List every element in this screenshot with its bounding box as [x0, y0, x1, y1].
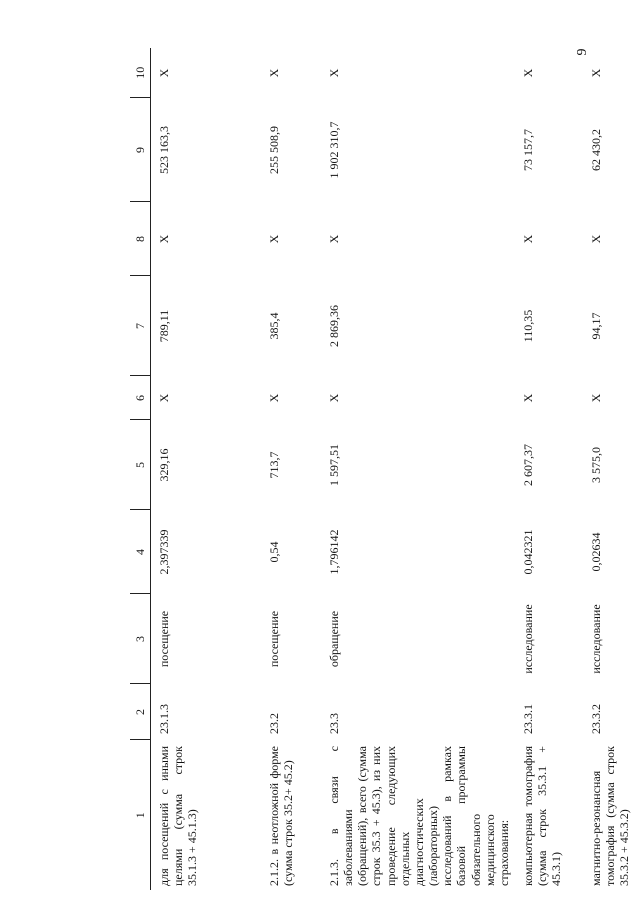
cell-col5: 2 607,37 — [521, 444, 536, 486]
cell-col6: X — [589, 393, 604, 403]
cell-col5: 1 597,51 — [327, 444, 341, 486]
row-code: 23.2 — [267, 713, 281, 734]
cell-col6: X — [157, 393, 171, 403]
column-header: 8 — [130, 202, 151, 276]
cell-col7: 789,11 — [157, 309, 171, 343]
cell-col7: 94,17 — [589, 312, 604, 340]
cell-col7: 385,4 — [267, 312, 281, 340]
cell-col4: 1,796142 — [327, 529, 341, 575]
cell-col6: X — [521, 393, 536, 403]
cell-col6: X — [267, 393, 281, 403]
column-header: 3 — [130, 594, 151, 684]
row-unit: исследование — [521, 604, 536, 674]
row-name: 2.1.3. в связи с заболеваниями (обращений), всего (сумма строк 35.3 + 45.3), из них проведение следующих отдельных диагностических (лабораторных) исследований в рамках базовой программы обязательного медицинского страхования: — [327, 746, 511, 886]
cell-col9: 255 508,9 — [267, 126, 281, 174]
cell-col8: X — [327, 234, 341, 244]
table-row — [261, 48, 321, 890]
table-row — [583, 48, 639, 890]
cell-col10: X — [327, 68, 341, 78]
column-header: 7 — [130, 276, 151, 376]
cell-col6: X — [327, 393, 341, 403]
row-code: 23.3 — [327, 713, 341, 734]
row-unit: исследование — [589, 604, 604, 674]
row-name: для посещений с иными целями (сумма строк 35.1.3 + 45.1.3) — [157, 746, 200, 886]
column-header: 2 — [130, 684, 151, 740]
cell-col7: 2 869,36 — [327, 305, 341, 347]
cell-col9: 523 163,3 — [157, 126, 171, 174]
row-unit: обращение — [327, 610, 341, 668]
data-table — [130, 48, 639, 890]
cell-col7: 110,35 — [521, 309, 536, 343]
table-row — [151, 48, 262, 890]
table-row — [321, 48, 515, 890]
column-header: 9 — [130, 98, 151, 202]
cell-col5: 329,16 — [157, 448, 171, 482]
cell-col4: 0,54 — [267, 541, 281, 563]
column-header: 5 — [130, 420, 151, 510]
cell-col4: 2,397339 — [157, 529, 171, 575]
cell-col8: X — [157, 234, 171, 244]
cell-col8: X — [267, 234, 281, 244]
row-unit: посещение — [157, 610, 171, 668]
cell-col10: X — [521, 68, 536, 78]
cell-col8: X — [589, 234, 604, 244]
column-header: 10 — [130, 48, 151, 98]
row-unit: посещение — [267, 610, 281, 668]
cell-col10: X — [157, 68, 171, 78]
column-number-row — [130, 48, 151, 890]
page-number: 9 — [575, 48, 590, 56]
row-code: 23.3.1 — [521, 704, 536, 734]
table-row — [515, 48, 583, 890]
cell-col5: 713,7 — [267, 451, 281, 479]
row-code: 23.1.3 — [157, 704, 171, 734]
row-name: магнитно-резонансная томография (сумма строк 35.3.2 + 45.3.2) — [589, 746, 632, 886]
cell-col9: 1 902 310,7 — [327, 121, 341, 179]
row-code: 23.3.2 — [589, 704, 604, 734]
column-header: 6 — [130, 376, 151, 420]
cell-col10: X — [267, 68, 281, 78]
column-header: 1 — [130, 740, 151, 890]
cell-col8: X — [521, 234, 536, 244]
rotated-table-sheet — [130, 48, 632, 890]
cell-col4: 0,042321 — [521, 529, 536, 575]
cell-col9: 73 157,7 — [521, 129, 536, 171]
column-header: 4 — [130, 510, 151, 594]
cell-col5: 3 575,0 — [589, 447, 604, 483]
row-name: 2.1.2. в неотложной форме (сумма строк 35.2+ 45.2) — [267, 746, 296, 886]
cell-col9: 62 430,2 — [589, 129, 604, 171]
cell-col4: 0,02634 — [589, 532, 604, 572]
cell-col10: X — [589, 68, 604, 78]
row-name: компьютерная томография (сумма строк 35.3.1 + 45.3.1) — [521, 746, 564, 886]
